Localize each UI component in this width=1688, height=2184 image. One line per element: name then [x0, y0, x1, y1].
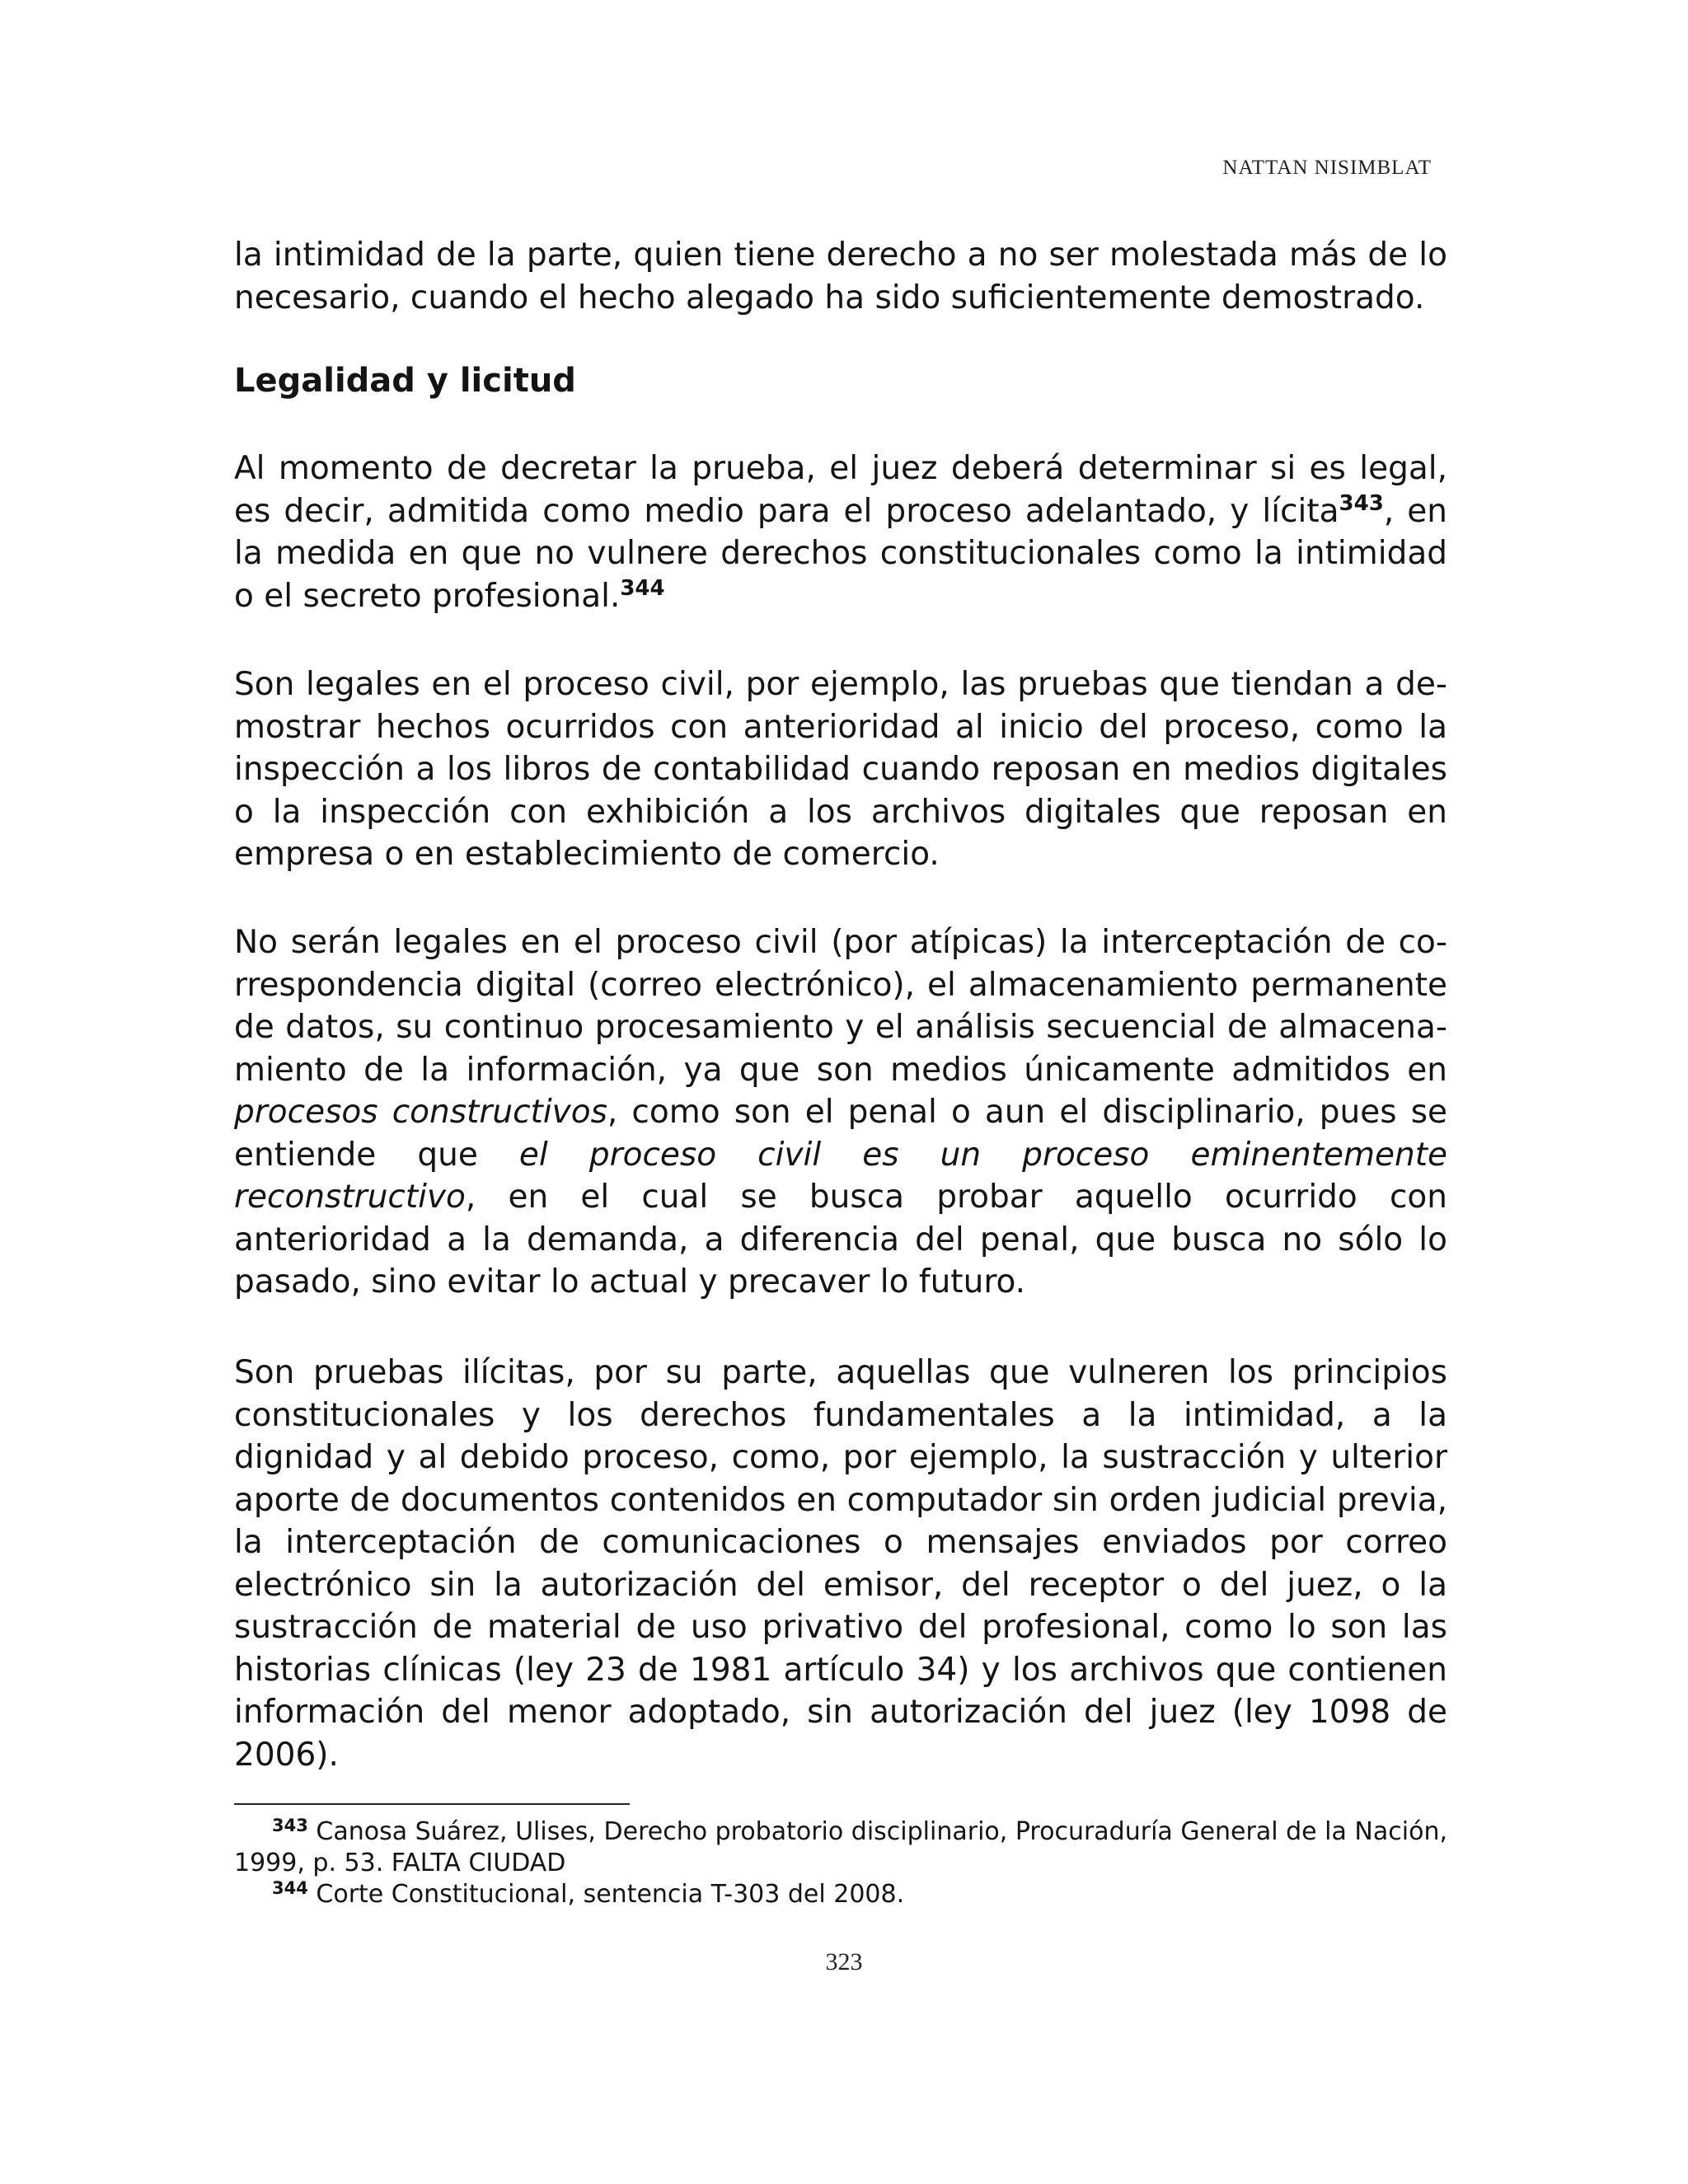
footnote-divider: [234, 1803, 630, 1805]
section-heading: Legalidad y licitud: [234, 362, 576, 400]
paragraph-1: [234, 234, 1447, 319]
footnote-343: [234, 1816, 1447, 1879]
paragraph-4: [234, 921, 1447, 1304]
paragraph-2-part-b: , en la medida en que no vulnere derechos constitucionales como la intimidad o el secreto profesional.: [234, 492, 1447, 615]
paragraph-4-text: [234, 921, 1447, 1304]
footnote-ref-343[interactable]: 343: [1339, 490, 1384, 516]
footnote-text: Canosa Suárez, Ulises, Derecho probatorio disciplinario, Procuraduría General de la Nación, 1999, p. 53. FALTA CIUDAD: [234, 1817, 1447, 1877]
footnotes: [234, 1816, 1447, 1910]
running-header-author: NATTAN NISIMBLAT: [1222, 157, 1432, 179]
paragraph-4-part-a: No serán legales en el proceso civil (por atípicas) la interceptación de correspondencia digital (correo electrónico), el almacenamiento permanente de datos, su continuo procesamiento y el análisis secuencial de almacenamiento de la información, ya que son medios únicamente admitidos en: [234, 924, 1447, 1089]
paragraph-3-text: Son legales en el proceso civil, por ejemplo, las pruebas que tiendan a demostrar hechos ocurridos con anterioridad al inicio del proceso, como la inspección a los libros de contabilidad cuando reposan en medios digitales o la inspección con exhibición a los archivos digitales que reposan en empresa o en establecimiento de comercio.: [234, 666, 1447, 873]
paragraph-1-text: la intimidad de la parte, quien tiene derecho a no ser molestada más de lo necesario, cuando el hecho alegado ha sido suficientemente demostrado.: [234, 237, 1447, 316]
paragraph-3: [234, 663, 1447, 876]
page-number: 323: [825, 1948, 863, 1975]
paragraph-5: [234, 1352, 1447, 1776]
paragraph-2-part-a: Al momento de decretar la prueba, el juez deberá determinar si es legal, es decir, admitida como medio para el proceso adelantado, y lícita: [234, 450, 1447, 530]
paragraph-4-part-c: , en el cual se busca probar aquello ocurrido con anterioridad a la demanda, a diferencia del penal, que busca no sólo lo pasado, sino evitar lo actual y precaver lo futuro.: [234, 1179, 1447, 1301]
paragraph-4-italic-2: el proceso civil es un proceso eminentemente reconstructivo: [234, 1136, 1448, 1216]
footnote-number: 344: [272, 1878, 308, 1898]
footnote-344: [234, 1879, 1447, 1910]
footnote-number: 343: [272, 1816, 308, 1835]
paragraph-2-text: [234, 448, 1447, 617]
footnote-text: Corte Constitucional, sentencia T-303 del 2008.: [316, 1880, 905, 1909]
paragraph-4-part-b: , como son el penal o aun el disciplinario, pues se entiende que: [234, 1094, 1448, 1174]
paragraph-5-text: Son pruebas ilícitas, por su parte, aquellas que vulneren los principios constitucionales y los derechos fundamentales a la intimidad, a la dignidad y al debido proceso, como, por ejemplo, la sustracción y ulterior aporte de documentos contenidos en computador sin orden judicial previa, la interceptación de comunicaciones o mensajes enviados por correo electrónico sin la autorización del emisor, del receptor o del juez, o la sustracción de material de uso privativo del profesional, como lo son las historias clínicas (ley 23 de 1981 artículo 34) y los archivos que contienen información del menor adoptado, sin autorización del juez (ley 1098 de 2006).: [234, 1354, 1447, 1774]
paragraph-4-italic-1: procesos constructivos: [234, 1094, 607, 1131]
paragraph-2: [234, 448, 1447, 617]
footnote-ref-344[interactable]: 344: [620, 575, 665, 601]
